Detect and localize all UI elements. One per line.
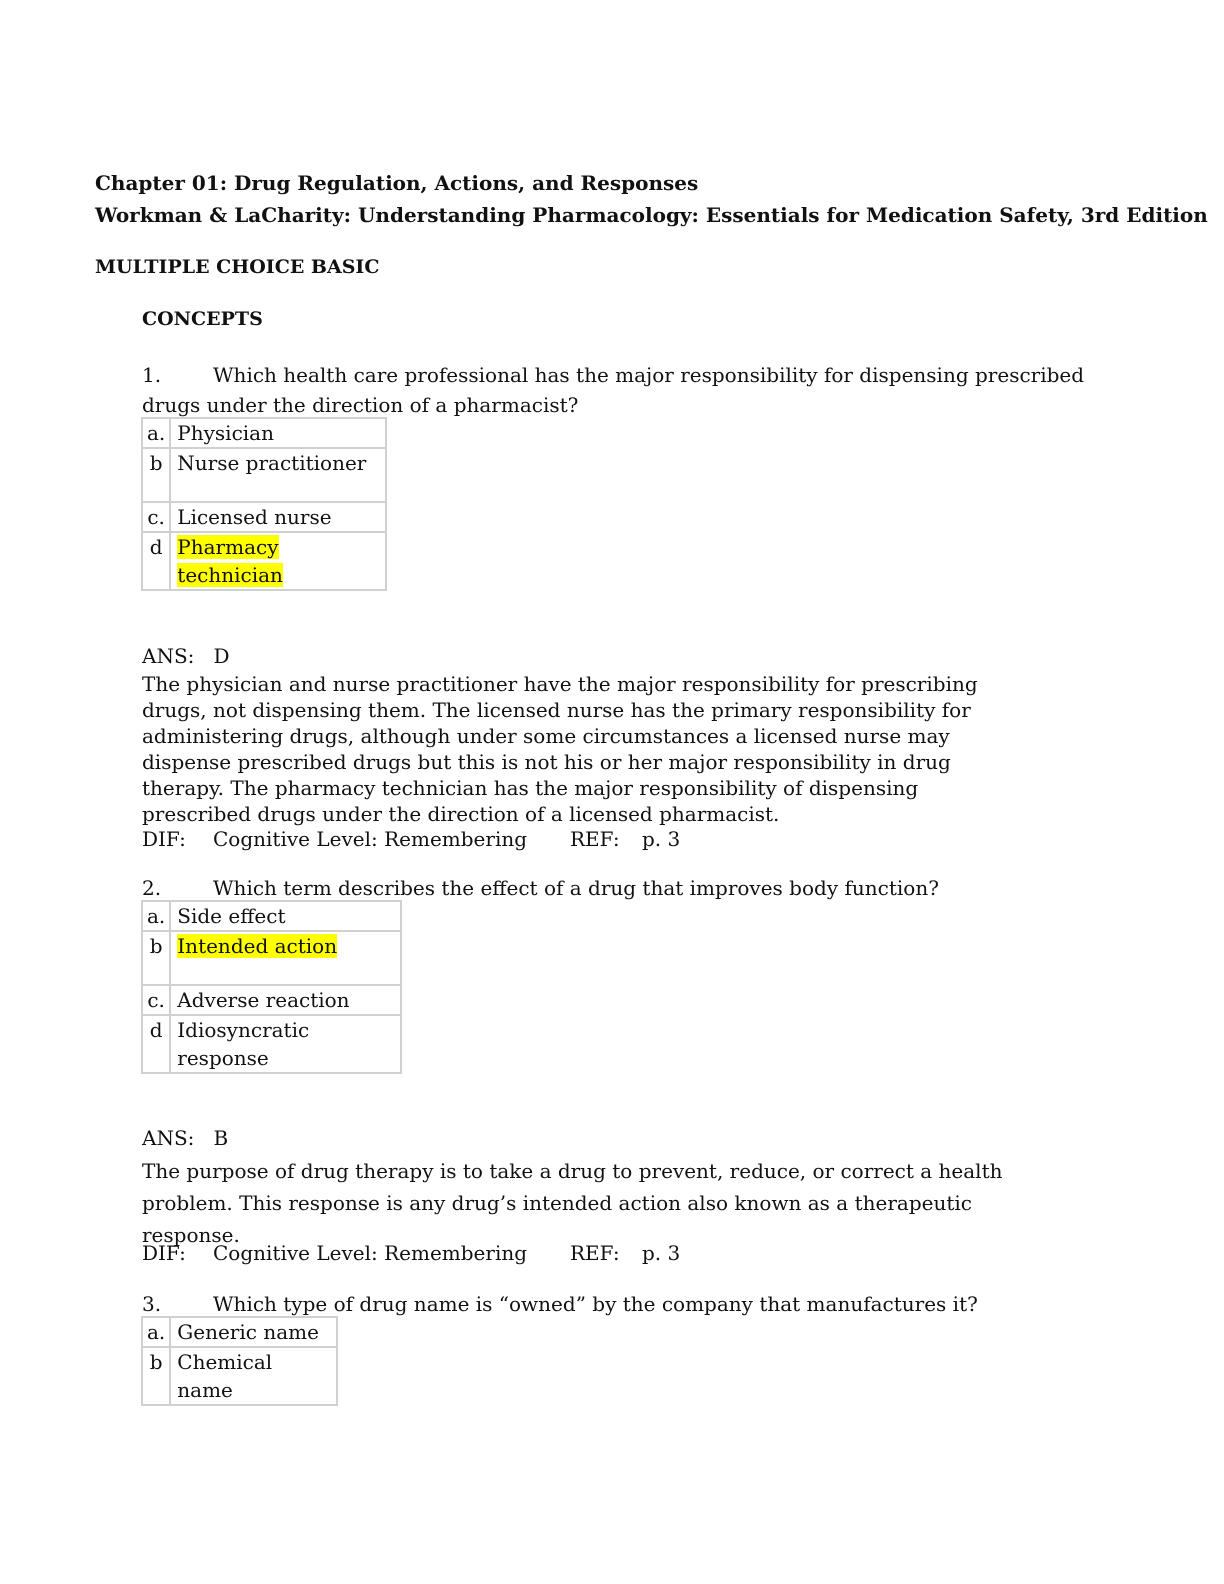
option-text xyxy=(170,448,386,502)
option-text xyxy=(170,532,386,590)
option-letter: b xyxy=(142,931,170,985)
chapter-title: Chapter 01: Drug Regulation, Actions, and Responses xyxy=(95,171,699,195)
option-label: Idiosyncratic response xyxy=(177,1018,310,1070)
option-letter: b xyxy=(142,1347,170,1405)
options-table xyxy=(141,1316,338,1406)
options-table xyxy=(141,900,402,1074)
question-number: 1. xyxy=(142,363,162,387)
options-table xyxy=(141,417,387,591)
option-row xyxy=(142,985,401,1015)
option-text xyxy=(170,901,401,931)
dif-value: Cognitive Level: Remembering xyxy=(213,1241,528,1265)
option-letter: b xyxy=(142,448,170,502)
option-text xyxy=(170,1347,337,1405)
dif-value: Cognitive Level: Remembering xyxy=(213,827,528,851)
answer-label: ANS: xyxy=(142,1126,195,1150)
option-letter: a. xyxy=(142,1317,170,1347)
option-label: Side effect xyxy=(177,904,286,928)
ref-label: REF: xyxy=(570,1241,620,1265)
option-letter: d xyxy=(142,532,170,590)
question-stem-continued: drugs under the direction of a pharmacist? xyxy=(142,393,579,417)
rationale: The purpose of drug therapy is to take a drug to prevent, reduce, or correct a health problem. This response is any drug’s intended action also known as a therapeutic response. xyxy=(142,1159,1003,1247)
question-stem: Which health care professional has the major responsibility for dispensing prescribed xyxy=(213,363,1085,387)
option-label: Nurse practitioner xyxy=(177,451,367,475)
option-label: Physician xyxy=(177,421,274,445)
option-row xyxy=(142,448,386,502)
ref-value: p. 3 xyxy=(642,827,681,851)
option-row xyxy=(142,1347,337,1405)
book-title: Workman & LaCharity: Understanding Pharmacology: Essentials for Medication Safety, 3rd Edition xyxy=(95,203,1208,227)
option-text xyxy=(170,418,386,448)
option-label: Licensed nurse xyxy=(177,505,332,529)
option-letter: a. xyxy=(142,418,170,448)
ref-value: p. 3 xyxy=(642,1241,681,1265)
correct-option-highlight: Intended action xyxy=(177,934,338,958)
question-number: 2. xyxy=(142,876,162,900)
ref-label: REF: xyxy=(570,827,620,851)
subsection-heading: CONCEPTS xyxy=(142,308,263,330)
option-letter: c. xyxy=(142,985,170,1015)
option-letter: c. xyxy=(142,502,170,532)
question-number: 3. xyxy=(142,1292,162,1316)
answer-line xyxy=(142,1126,228,1150)
dif-label: DIF: xyxy=(142,827,186,851)
option-text xyxy=(170,1317,337,1347)
answer-line xyxy=(142,644,230,668)
answer-label: ANS: xyxy=(142,644,195,668)
question-stem: Which term describes the effect of a drug that improves body function? xyxy=(213,876,939,900)
section-heading: MULTIPLE CHOICE BASIC xyxy=(95,256,380,278)
answer-value: B xyxy=(213,1126,229,1150)
answer-value: D xyxy=(213,644,230,668)
option-text xyxy=(170,985,401,1015)
option-letter: d xyxy=(142,1015,170,1073)
option-text xyxy=(170,502,386,532)
option-row xyxy=(142,901,401,931)
correct-option-highlight: Pharmacy technician xyxy=(177,535,283,587)
question-stem: Which type of drug name is “owned” by the company that manufactures it? xyxy=(213,1292,978,1316)
option-letter: a. xyxy=(142,901,170,931)
rationale: The physician and nurse practitioner have the major responsibility for prescribing drugs, not dispensing them. The licensed nurse has the primary responsibility for administering drugs, although under some circumstances a licensed nurse may dispense prescribed drugs but this is not his or her major responsibility in drug therapy. The pharmacy technician has the major responsibility of dispensing prescribed drugs under the direction of a licensed pharmacist. xyxy=(142,672,978,826)
option-row xyxy=(142,931,401,985)
option-row xyxy=(142,502,386,532)
option-row xyxy=(142,1015,401,1073)
option-row xyxy=(142,532,386,590)
option-row xyxy=(142,1317,337,1347)
option-label: Generic name xyxy=(177,1320,319,1344)
option-label: Chemical name xyxy=(177,1350,273,1402)
option-text xyxy=(170,1015,401,1073)
option-label: Adverse reaction xyxy=(177,988,350,1012)
option-row xyxy=(142,418,386,448)
option-text xyxy=(170,931,401,985)
dif-label: DIF: xyxy=(142,1241,186,1265)
